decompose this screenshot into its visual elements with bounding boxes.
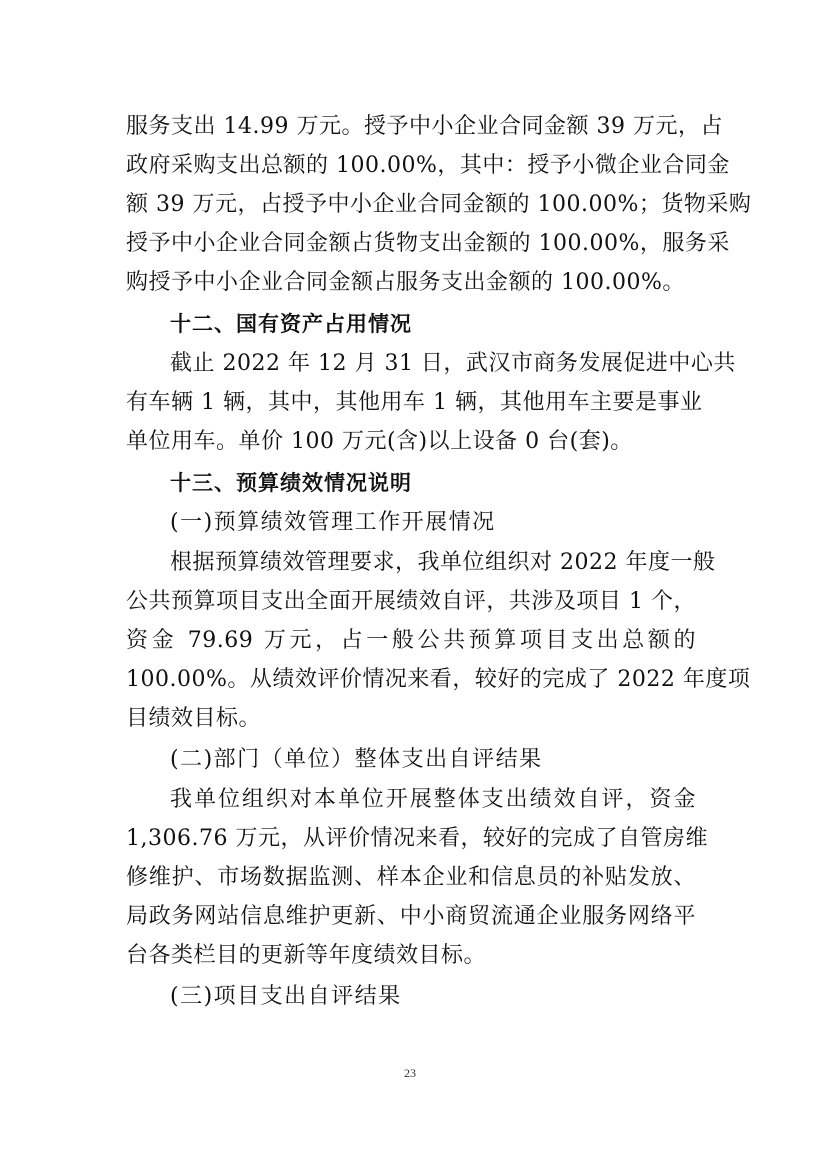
paragraph-line: 额 39 万元，占授予中小企业合同金额的 100.00%；货物采购 xyxy=(126,192,752,217)
paragraph-line: 根据预算绩效管理要求，我单位组织对 2022 年度一般 xyxy=(170,550,716,575)
page-number: 23 xyxy=(404,1066,416,1080)
paragraph-line: 100.00%。从绩效评价情况来看，较好的完成了 2022 年度项 xyxy=(126,667,751,692)
section-heading: 十三、预算绩效情况说明 xyxy=(170,471,412,495)
paragraph-line: 公共预算项目支出全面开展绩效自评，共涉及项目 1 个， xyxy=(126,589,696,614)
paragraph-line: 目绩效目标。 xyxy=(126,706,262,731)
subsection-heading: (三)项目支出自评结果 xyxy=(170,984,402,1009)
paragraph-line: 1,306.76 万元，从评价情况来看，较好的完成了自管房维 xyxy=(126,826,708,851)
section-heading: 十二、国有资产占用情况 xyxy=(170,312,412,336)
paragraph-line: 授予中小企业合同金额占货物支出金额的 100.00%，服务采 xyxy=(126,231,730,256)
paragraph-line: 台各类栏目的更新等年度绩效目标。 xyxy=(126,943,487,968)
paragraph-line: 有车辆 1 辆，其中，其他用车 1 辆，其他用车主要是事业 xyxy=(126,390,703,415)
paragraph-line: 单位用车。单价 100 万元(含)以上设备 0 台(套)。 xyxy=(126,429,633,454)
paragraph-line: 修维护、市场数据监测、样本企业和信息员的补贴发放、 xyxy=(126,865,696,890)
paragraph-line: 局政务网站信息维护更新、中小商贸流通企业服务网络平 xyxy=(126,904,696,929)
paragraph-line: 截止 2022 年 12 月 31 日，武汉市商务发展促进中心共 xyxy=(170,351,736,376)
paragraph-line: 服务支出 14.99 万元。授予中小企业合同金额 39 万元，占 xyxy=(126,114,723,139)
paragraph-line: 政府采购支出总额的 100.00%，其中：授予小微企业合同金 xyxy=(126,153,730,178)
subsection-heading: (二)部门（单位）整体支出自评结果 xyxy=(170,747,543,772)
paragraph-line: 资金 79.69 万元，占一般公共预算项目支出总额的 xyxy=(126,628,696,653)
subsection-heading: (一)预算绩效管理工作开展情况 xyxy=(170,510,496,535)
paragraph-line: 购授予中小企业合同金额占服务支出金额的 100.00%。 xyxy=(126,270,685,295)
paragraph-line: 我单位组织对本单位开展整体支出绩效自评，资金 xyxy=(170,787,696,812)
